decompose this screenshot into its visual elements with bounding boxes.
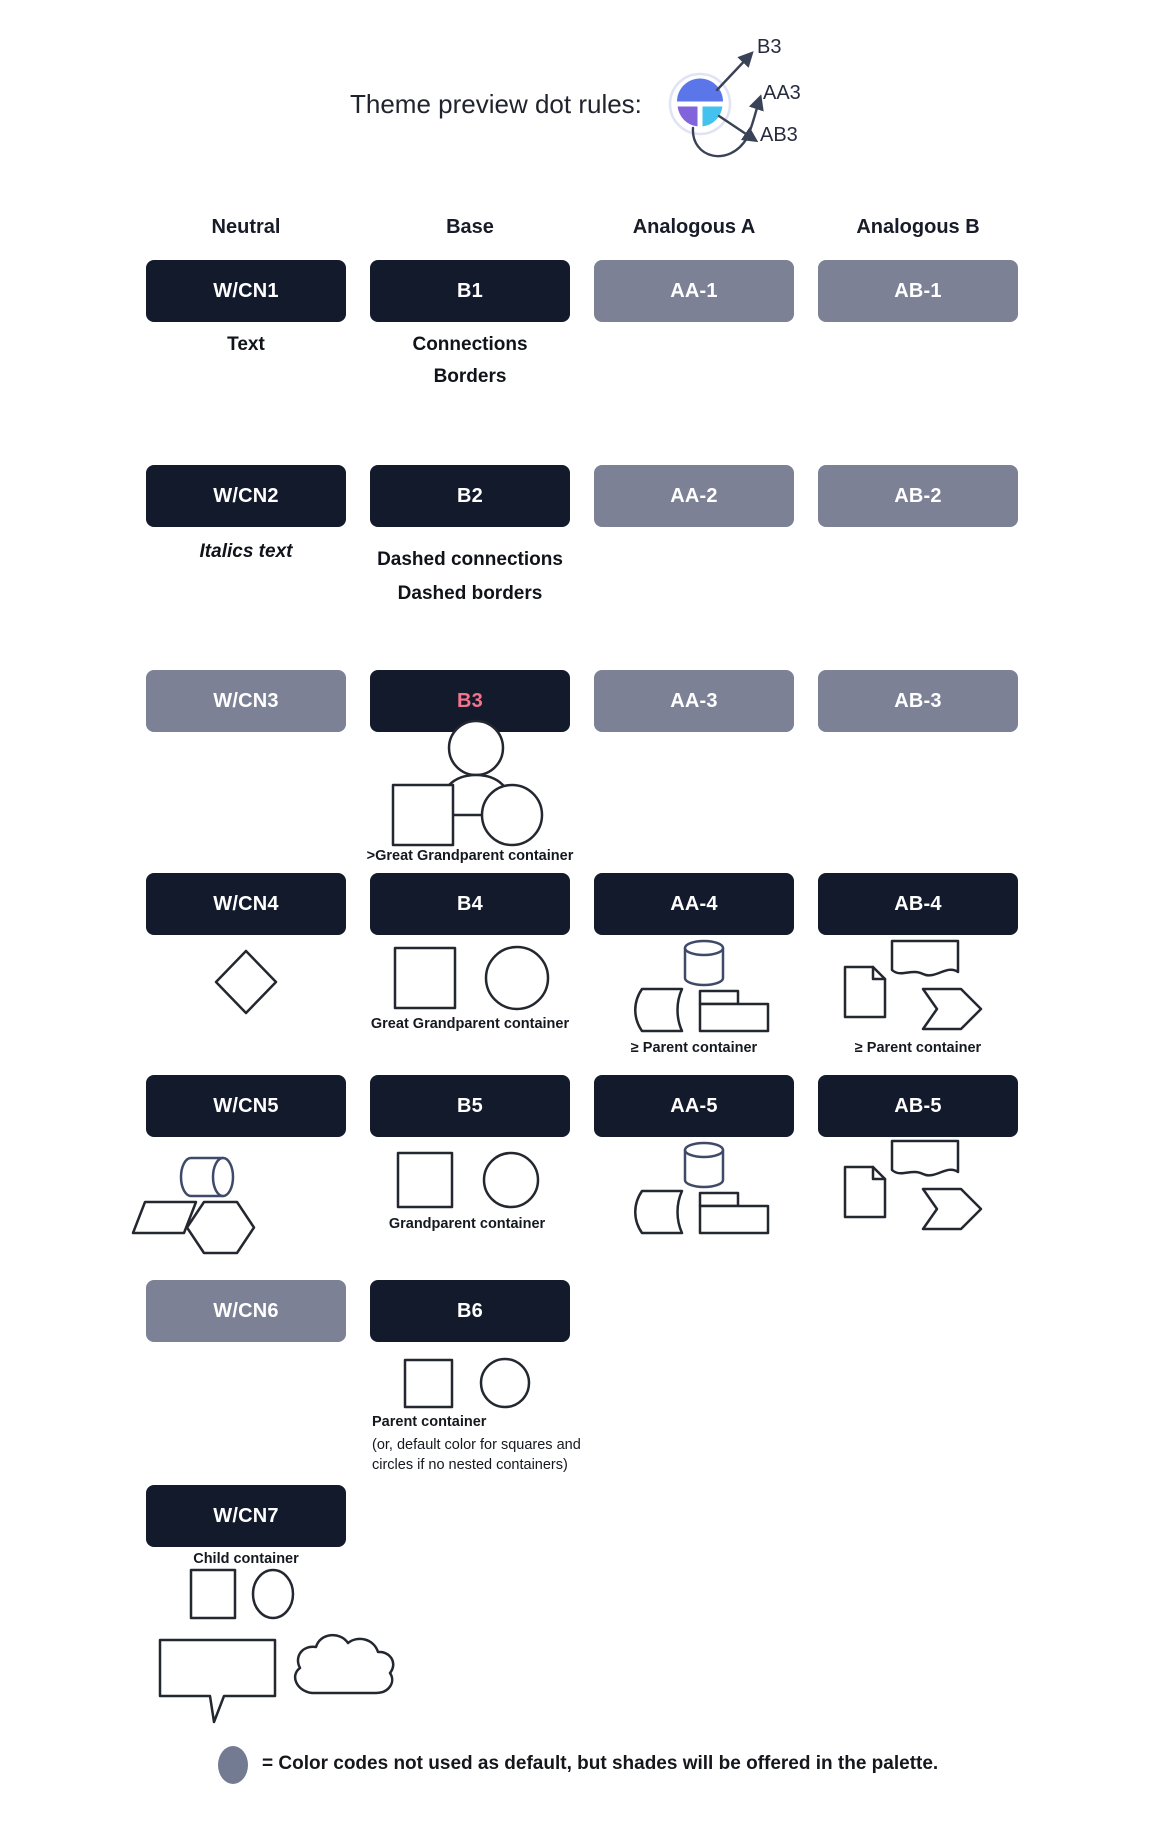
caption-great-grandparent-gt: >Great Grandparent container xyxy=(366,848,574,864)
square-shape xyxy=(393,785,453,845)
circle-shape xyxy=(486,947,548,1009)
stored-data-shape xyxy=(635,989,682,1031)
swatch-b4: B4 xyxy=(370,873,570,935)
ellipse-shape xyxy=(253,1570,293,1618)
legend-text: = Color codes not used as default, but shades will be offered in the palette. xyxy=(262,1753,939,1774)
circle-shape xyxy=(484,1153,538,1207)
square-shape xyxy=(395,948,455,1008)
annotation-dashed-borders: Dashed borders xyxy=(397,583,543,604)
chevron-shape xyxy=(923,1189,981,1229)
diamond-shape xyxy=(216,951,276,1013)
chevron-shape xyxy=(923,989,981,1029)
cylinder-shape xyxy=(685,941,723,985)
swatch-aa3: AA-3 xyxy=(594,670,794,732)
arrow-to-b3 xyxy=(717,54,751,90)
swatch-b2: B2 xyxy=(370,465,570,527)
horizontal-cylinder-shape xyxy=(181,1158,233,1196)
swatch-aa4: AA-4 xyxy=(594,873,794,935)
swatch-wcn7: W/CN7 xyxy=(146,1485,346,1547)
swatch-ab2: AB-2 xyxy=(818,465,1018,527)
swatch-aa1: AA-1 xyxy=(594,260,794,322)
wcn4-shape-group xyxy=(213,948,279,1016)
page-title: Theme preview dot rules: xyxy=(350,89,642,119)
annotation-italics-text: Italics text xyxy=(199,541,293,562)
column-header-neutral: Neutral xyxy=(211,216,281,238)
b5-shape-group xyxy=(390,1150,550,1210)
swatch-wcn6: W/CN6 xyxy=(146,1280,346,1342)
annotation-borders: Borders xyxy=(433,366,507,387)
b4-shape-group xyxy=(385,942,555,1014)
circle-shape xyxy=(482,785,542,845)
wcn5-shape-group xyxy=(125,1150,265,1256)
swatch-ab1: AB-1 xyxy=(818,260,1018,322)
arrow-to-ab3 xyxy=(719,116,755,140)
annotation-dashed-connections: Dashed connections xyxy=(377,549,563,570)
caption-child: Child container xyxy=(193,1551,299,1567)
document-shape xyxy=(845,967,885,1017)
aa4-shape-group xyxy=(620,937,780,1037)
caption-gte-parent-aa: ≥ Parent container xyxy=(630,1040,758,1056)
swatch-ab5: AB-5 xyxy=(818,1075,1018,1137)
caption-parent: Parent container xyxy=(372,1414,487,1430)
dot-wedge-analogous-a xyxy=(678,107,698,127)
column-header-base: Base xyxy=(446,216,494,238)
b6-shape-group xyxy=(395,1356,540,1412)
caption-parent-note-line1: (or, default color for squares and xyxy=(372,1437,581,1453)
tape-shape xyxy=(892,1141,958,1175)
swatch-wcn5: W/CN5 xyxy=(146,1075,346,1137)
cloud-shape xyxy=(295,1635,393,1693)
swatch-aa5: AA-5 xyxy=(594,1075,794,1137)
swatch-b3: B3 xyxy=(370,670,570,732)
dot-label-aa3: AA3 xyxy=(763,82,801,104)
folder-shape xyxy=(700,1193,768,1233)
swatch-wcn3: W/CN3 xyxy=(146,670,346,732)
b3-shape-group xyxy=(385,715,555,850)
tape-shape xyxy=(892,941,958,975)
dot-label-ab3: AB3 xyxy=(760,124,798,146)
legend-dot xyxy=(218,1746,248,1784)
circle-shape xyxy=(481,1359,529,1407)
swatch-wcn2: W/CN2 xyxy=(146,465,346,527)
column-header-analogous-a: Analogous A xyxy=(632,216,756,238)
swatch-aa2: AA-2 xyxy=(594,465,794,527)
document-shape xyxy=(845,1167,885,1217)
hexagon-shape xyxy=(187,1202,254,1253)
cylinder-shape xyxy=(685,1143,723,1187)
caption-grandparent: Grandparent container xyxy=(388,1216,546,1232)
theme-preview-dot xyxy=(655,18,835,168)
swatch-ab4: AB-4 xyxy=(818,873,1018,935)
column-header-analogous-b: Analogous B xyxy=(856,216,980,238)
speech-bubble-shape xyxy=(160,1640,275,1722)
caption-great-grandparent: Great Grandparent container xyxy=(370,1016,570,1032)
swatch-b6: B6 xyxy=(370,1280,570,1342)
ab4-shape-group xyxy=(835,937,985,1033)
child-shape-group xyxy=(185,1566,300,1624)
caption-parent-note-line2: circles if no nested containers) xyxy=(372,1457,568,1473)
aa5-shape-group xyxy=(620,1139,780,1239)
caption-gte-parent-ab: ≥ Parent container xyxy=(854,1040,982,1056)
square-shape xyxy=(405,1360,452,1407)
swatch-b1: B1 xyxy=(370,260,570,322)
stored-data-shape xyxy=(635,1191,682,1233)
swatch-b5: B5 xyxy=(370,1075,570,1137)
annotation-text: Text xyxy=(227,334,265,355)
annotation-connections: Connections xyxy=(412,334,528,355)
swatch-wcn4: W/CN4 xyxy=(146,873,346,935)
dot-label-b3: B3 xyxy=(757,36,782,58)
square-shape xyxy=(191,1570,235,1618)
swatch-ab3: AB-3 xyxy=(818,670,1018,732)
misc-shape-group xyxy=(150,1626,410,1726)
square-shape xyxy=(398,1153,452,1207)
ab5-shape-group xyxy=(835,1137,985,1233)
swatch-wcn1: W/CN1 xyxy=(146,260,346,322)
folder-shape xyxy=(700,991,768,1031)
